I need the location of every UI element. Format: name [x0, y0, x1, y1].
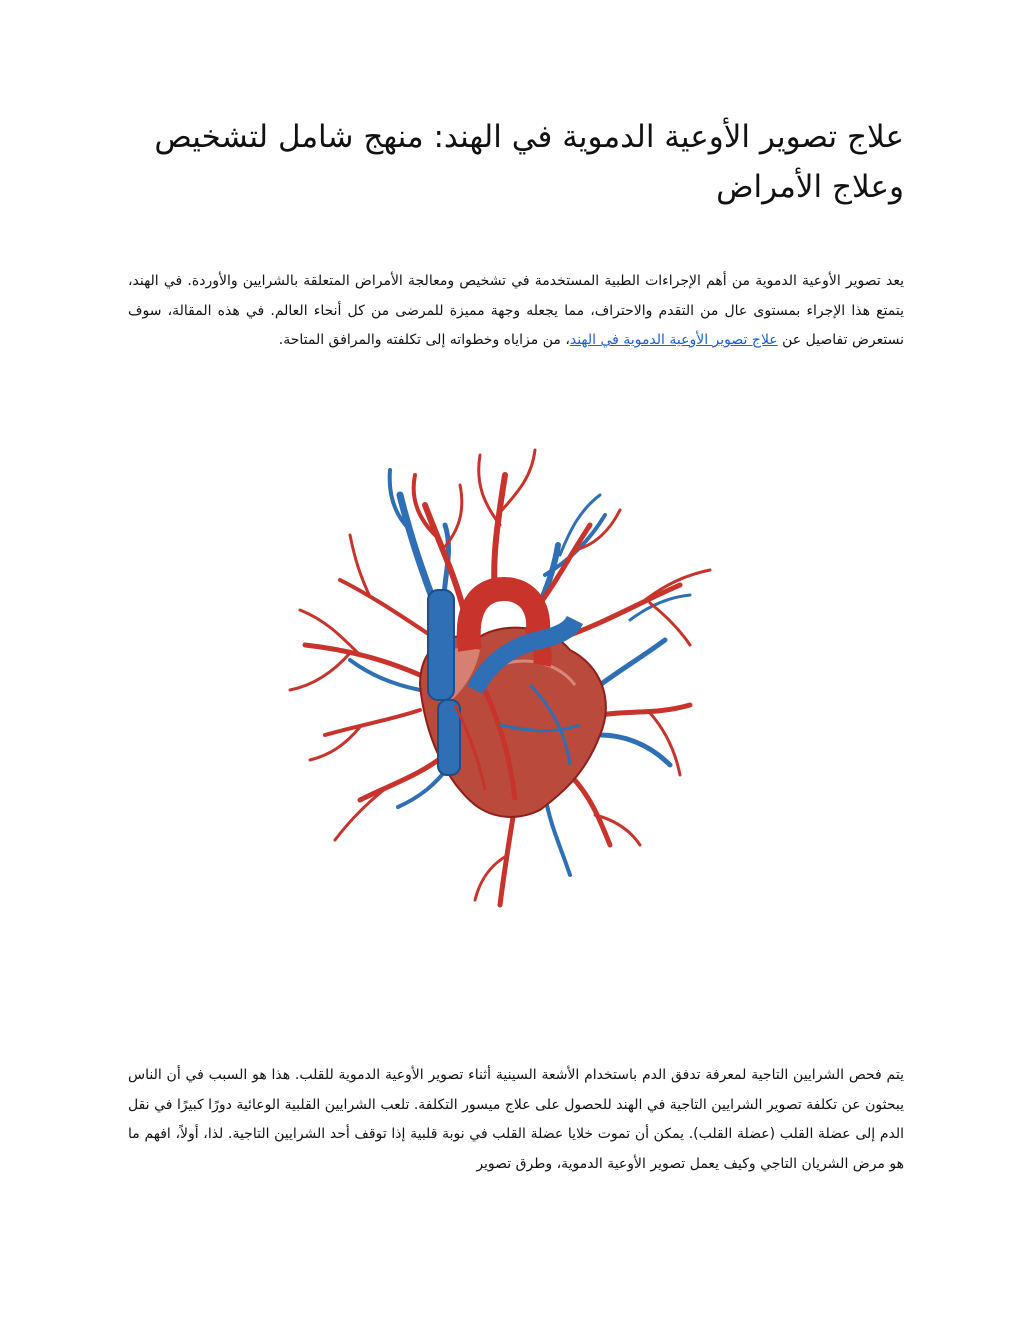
intro-paragraph [128, 267, 904, 356]
intro-text-start: يعد تصوير الأوعية الدموية من أهم الإجراءات الطبية المستخدمة في تشخيص ومعالجة الأمراض المتعلقة بالشرايين والأوردة. في الهند، يتمتع هذا الإجراء بمستوى عال من التقدم والاحتراف، مما يجعله وجهة مميزة للمرضى من كل أنحاء العالم. في هذه المقالة، سوف نستعرض تفاصيل عن [128, 273, 904, 348]
intro-text-end: ، من مزاياه وخطواته إلى تكلفته والمرافق المتاحة. [278, 332, 570, 348]
body-paragraph: يتم فحص الشرايين التاجية لمعرفة تدفق الدم باستخدام الأشعة السينية أثناء تصوير الأوعية الدموية للقلب. هذا هو السبب في أن الناس يبحثون عن تكلفة تصوير الشرايين التاجية في الهند للحصول على علاج ميسور التكلفة. تلعب الشرايين القلبية الوعائية دورًا كبيرًا في نقل الدم إلى عضلة القلب (عضلة القلب). يمكن أن تموت خلايا عضلة القلب في نوبة قلبية إذا توقف أحد الشرايين التاجية. لذا، أولاً، افهم ما هو مرض الشريان التاجي وكيف يعمل تصوير الأوعية الدموية، وطرق تصوير [128, 1067, 904, 1172]
heart-illustration [270, 435, 730, 915]
page-title: علاج تصوير الأوعية الدموية في الهند: منهج شامل لتشخيص وعلاج الأمراض [154, 119, 904, 205]
angiography-india-link[interactable]: علاج تصوير الأوعية الدموية في الهند [569, 332, 778, 348]
